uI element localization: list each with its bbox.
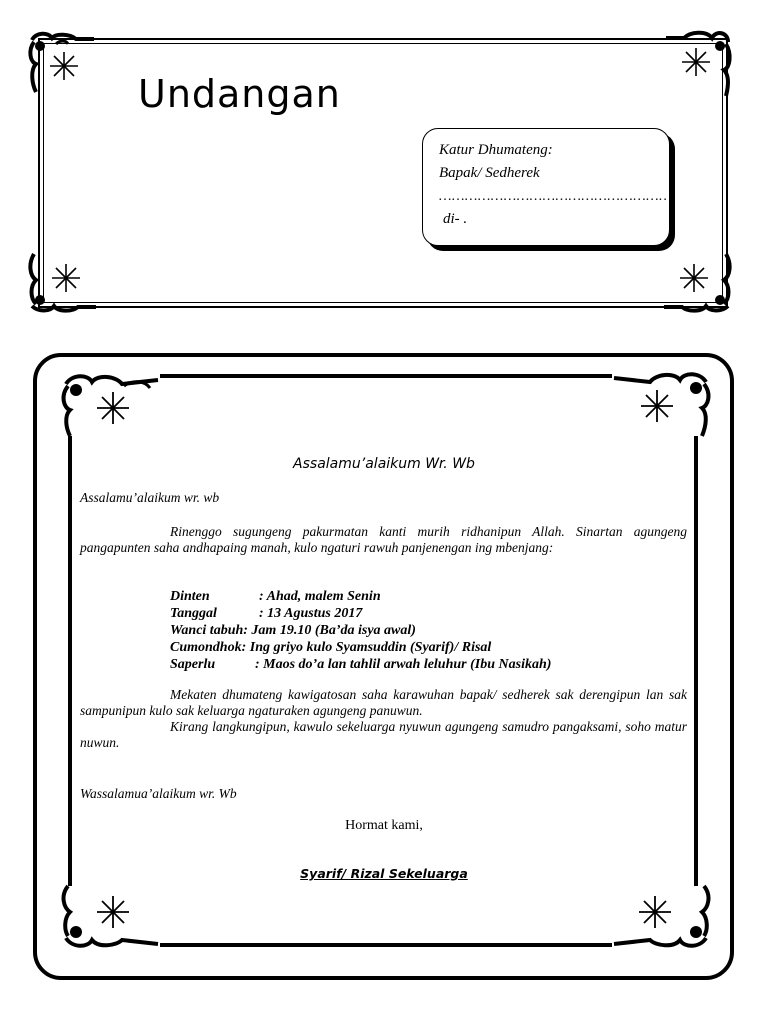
detail-label: Cumondhok (170, 640, 242, 655)
address-box (422, 128, 673, 246)
recipient-dotted-line: ……………………………………………… (439, 189, 673, 204)
detail-row-dinten (170, 588, 690, 605)
detail-row-saperlu (170, 656, 690, 673)
detail-row-wanci (170, 622, 690, 639)
location-label: di- . (443, 211, 468, 227)
snowflake-icon (50, 262, 82, 294)
paragraph-apology: Kirang langkungipun, kawulo sekeluarga nyuwun agungeng samudro pangaksami, soho matur nuwun. (80, 719, 687, 750)
signature-name: Syarif/ Rizal Sekeluarga (300, 866, 468, 881)
snowflake-icon (636, 894, 674, 930)
detail-label: Saperlu (170, 657, 216, 672)
letter-header: Assalamu’alaikum Wr. Wb (293, 456, 475, 472)
detail-row-cumondhok (170, 639, 690, 656)
recipient-label: Bapak/ Sedherek (439, 165, 540, 181)
address-heading: Katur Dhumateng: (439, 142, 553, 158)
opening-greeting: Assalamu’alaikum wr. wb (80, 490, 220, 505)
snowflake-icon (680, 46, 712, 78)
detail-label: Dinten (170, 589, 210, 604)
frame-top-line (160, 374, 612, 378)
snowflake-icon (678, 262, 710, 294)
paragraph-gratitude: Mekaten dhumateng kawigatosan saha karawuhan bapak/ sedherek sak derengipun lan sak sampunipun kulo sak keluarga ngaturaken agungeng panuwun. (80, 687, 687, 718)
invitation-title: Undangan (138, 72, 341, 116)
detail-value: : Maos do’a lan tahlil arwah leluhur (Ibu Nasikah) (255, 657, 552, 672)
closing-greeting: Wassalamua’alaikum wr. Wb (80, 786, 237, 801)
detail-value: : Ahad, malem Senin (259, 589, 381, 604)
detail-label: Wanci tabuh (170, 623, 244, 638)
event-details (170, 588, 690, 673)
detail-value: : Jam 19.10 (Ba’da isya awal) (243, 623, 416, 638)
intro-paragraph: Rinenggo sugungeng pakurmatan kanti murih ridhanipun Allah. Sinartan agungeng pangapunten saha andhapaing manah, kulo ngaturi rawuh panjenengan ing mbenjang: (80, 524, 687, 555)
regards-text: Hormat kami, (345, 818, 423, 833)
detail-value: : Ing griyo kulo Syamsuddin (Syarif)/ Risal (241, 640, 492, 655)
snowflake-icon (94, 390, 132, 426)
snowflake-icon (638, 388, 676, 424)
snowflake-icon (94, 894, 132, 930)
detail-value: : 13 Agustus 2017 (259, 606, 363, 621)
detail-row-tanggal (170, 605, 690, 622)
detail-label: Tanggal (170, 606, 217, 621)
frame-bottom-line (160, 943, 612, 947)
snowflake-icon (48, 50, 80, 82)
